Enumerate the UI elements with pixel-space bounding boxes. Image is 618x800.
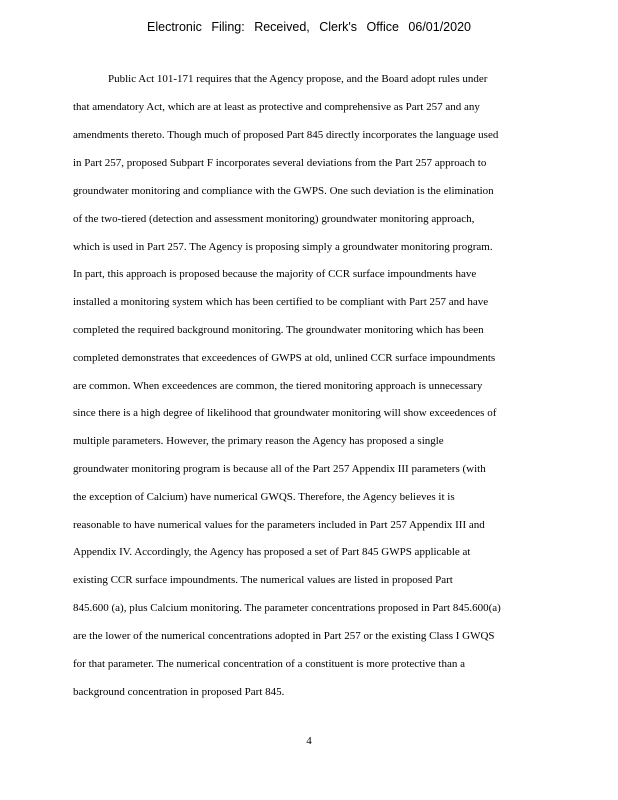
paragraph-line: completed demonstrates that exceedences of GWPS at old, unlined CCR surface impoundments [73,352,496,364]
paragraph-line: are the lower of the numerical concentrations adopted in Part 257 or the existing Class I GWQS [73,630,495,642]
paragraph-line: since there is a high degree of likelihood that groundwater monitoring will show exceedences of [73,407,497,419]
paragraph-line: reasonable to have numerical values for the parameters included in Part 257 Appendix III and [73,519,485,531]
paragraph-line: completed the required background monitoring. The groundwater monitoring which has been [73,324,484,336]
paragraph-line: In part, this approach is proposed because the majority of CCR surface impoundments have [73,268,477,280]
paragraph-line: for that parameter. The numerical concentration of a constituent is more protective than a [73,658,465,670]
paragraph-line: groundwater monitoring program is because all of the Part 257 Appendix III parameters (with [73,463,486,475]
page-number: 4 [306,735,312,747]
paragraph-line: Public Act 101-171 requires that the Agency propose, and the Board adopt rules under [108,73,488,85]
paragraph-line: background concentration in proposed Part 845. [73,686,285,698]
paragraph-line: groundwater monitoring and compliance with the GWPS. One such deviation is the elimination [73,185,494,197]
filing-header: Electronic Filing: Received, Clerk's Office 06/01/2020 [147,20,471,34]
paragraph-line: multiple parameters. However, the primary reason the Agency has proposed a single [73,435,444,447]
paragraph-line: which is used in Part 257. The Agency is proposing simply a groundwater monitoring program. [73,241,493,253]
paragraph-line: existing CCR surface impoundments. The numerical values are listed in proposed Part [73,574,453,586]
paragraph-line: amendments thereto. Though much of proposed Part 845 directly incorporates the language used [73,129,499,141]
paragraph-line: of the two-tiered (detection and assessment monitoring) groundwater monitoring approach, [73,213,475,225]
paragraph-line: that amendatory Act, which are at least as protective and comprehensive as Part 257 and any [73,101,480,113]
paragraph-line: are common. When exceedences are common, the tiered monitoring approach is unnecessary [73,380,483,392]
paragraph-line: 845.600 (a), plus Calcium monitoring. The parameter concentrations proposed in Part 845.600(a) [73,602,501,614]
paragraph-line: Appendix IV. Accordingly, the Agency has proposed a set of Part 845 GWPS applicable at [73,546,471,558]
paragraph-line: in Part 257, proposed Subpart F incorporates several deviations from the Part 257 approach to [73,157,487,169]
paragraph-line: installed a monitoring system which has been certified to be compliant with Part 257 and have [73,296,489,308]
paragraph-line: the exception of Calcium) have numerical GWQS. Therefore, the Agency believes it is [73,491,455,503]
